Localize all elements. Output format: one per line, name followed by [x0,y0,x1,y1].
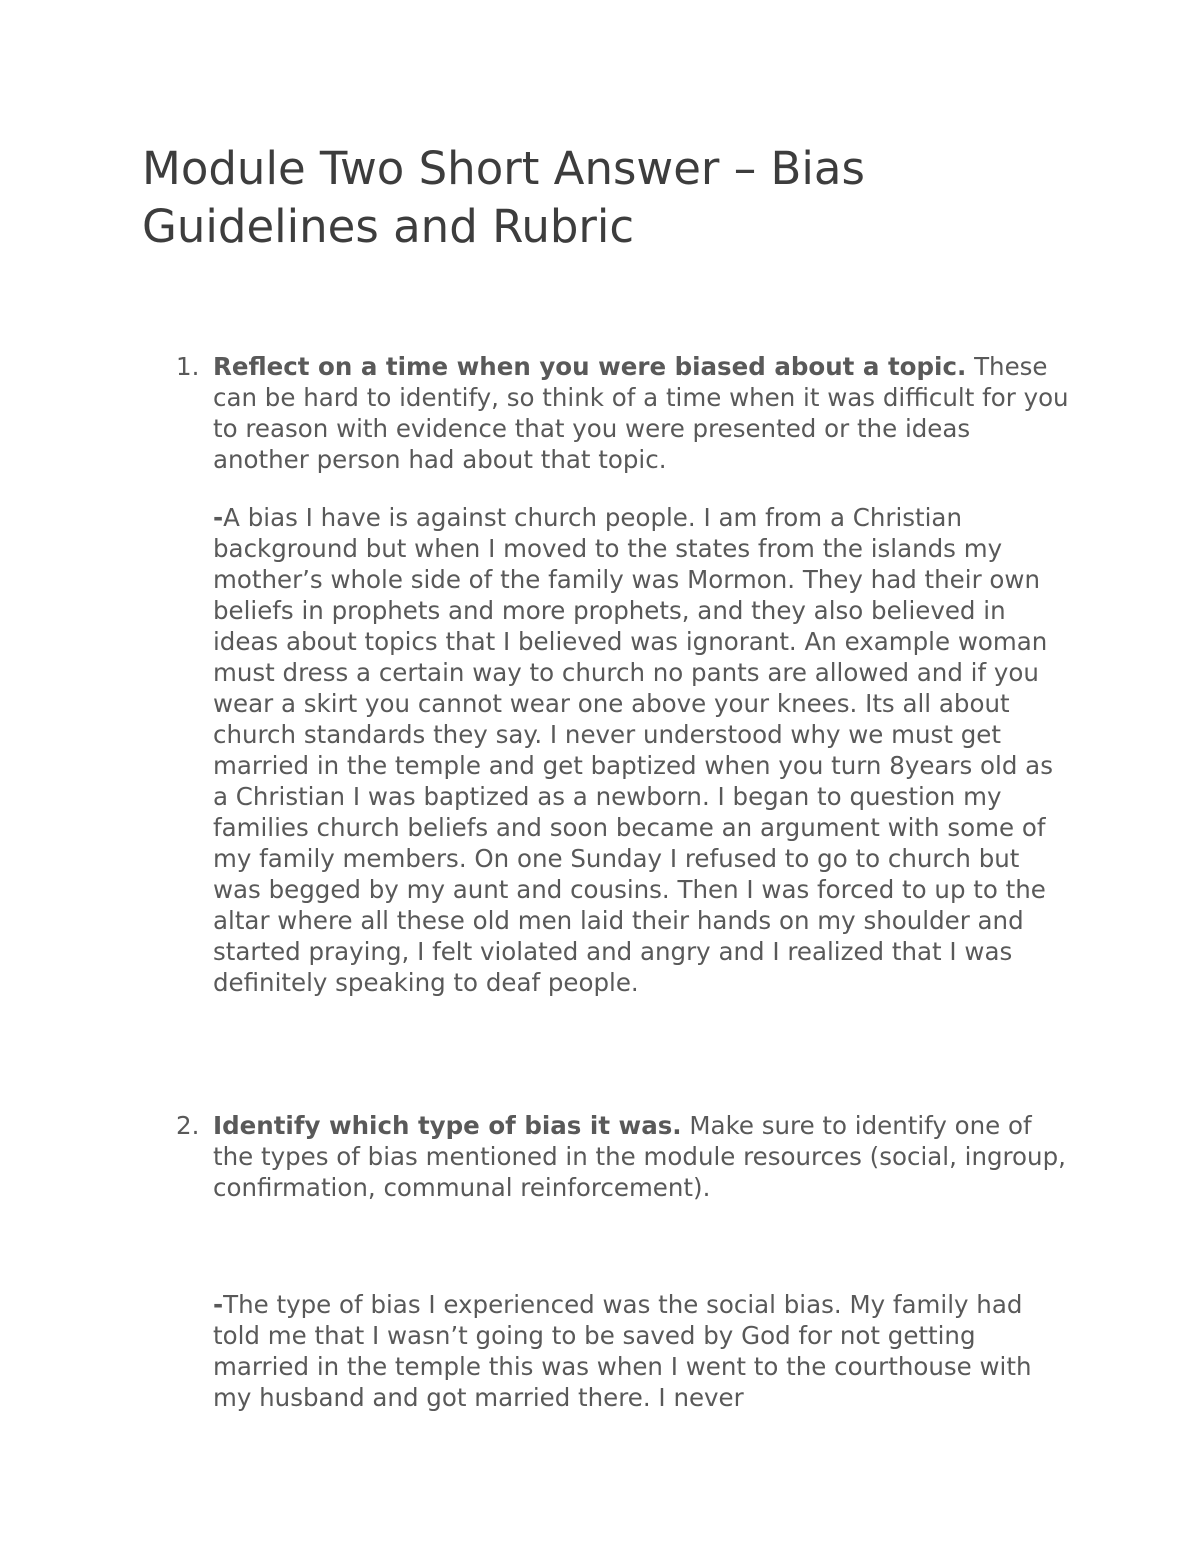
question-number: 1. [176,352,200,381]
question-prompt [213,351,1073,475]
question-2 [176,1110,1076,1203]
document-title [142,140,1102,256]
answer-text: The type of bias I experienced was the social bias. My family had told me that I wasn’t going to be saved by God for not getting married in the temple this was when I went to the courthouse with my husband and got married there. I never [213,1290,1032,1412]
question-number: 2. [176,1111,200,1140]
answer-1 [213,502,1073,998]
question-prompt [213,1110,1073,1203]
question-1 [176,351,1076,475]
question-prompt-bold: Reflect on a time when you were biased about a topic. [213,352,967,381]
question-prompt-text: These can be hard to identify, so think of a time when it was difficult for you to reason with evidence that you were presented or the ideas another person had about that topic. [213,352,1069,474]
title-line-2: Guidelines and Rubric [142,200,635,253]
title-line-1: Module Two Short Answer – Bias [142,142,865,195]
answer-dash: - [213,503,224,532]
question-prompt-bold: Identify which type of bias it was. [213,1111,682,1140]
answer-dash: - [213,1290,224,1319]
question-prompt-text: Make sure to identify one of the types of bias mentioned in the module resources (social, ingroup, confirmation, communal reinforcement). [213,1111,1066,1202]
answer-2 [213,1289,1073,1413]
answer-text: A bias I have is against church people. I am from a Christian background but when I moved to the states from the islands my mother’s whole side of the family was Mormon. They had their own beliefs in prophets and more prophets, and they also believed in ideas about topics that I believed was ignorant. An example woman must dress a certain way to church no pants are allowed and if you wear a skirt you cannot wear one above your knees. Its all about church standards they say. I never understood why we must get married in the temple and get baptized when you turn 8years old as a Christian I was baptized as a newborn. I began to question my families church beliefs and soon became an argument with some of my family members. On one Sunday I refused to go to church but was begged by my aunt and cousins. Then I was forced to up to the altar where all these old men laid their hands on my shoulder and started praying, I felt violated and angry and I realized that I was definitely speaking to deaf people. [213,503,1053,997]
